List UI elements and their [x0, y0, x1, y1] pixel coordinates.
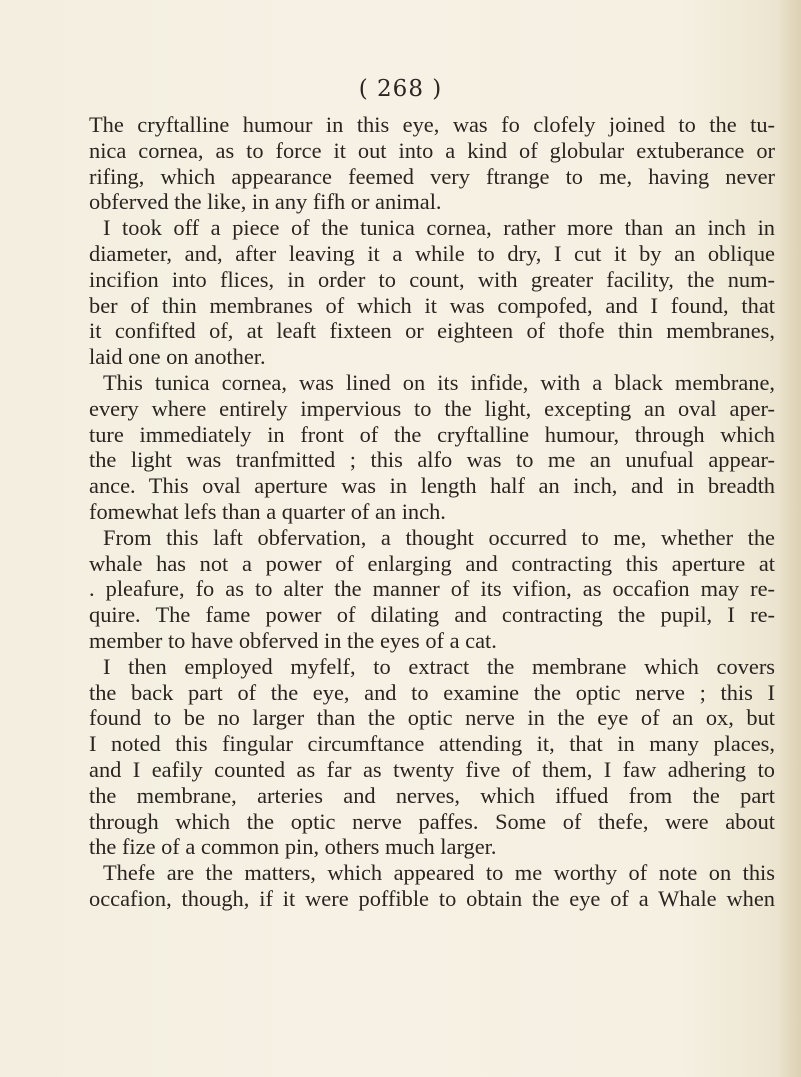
text-line: I noted this fingular circumftance attending it, that in many places, — [89, 731, 775, 757]
text-line: quire. The fame power of dilating and contracting the pupil, I re- — [89, 602, 775, 628]
text-line: the membrane, arteries and nerves, which iffued from the part — [89, 782, 775, 808]
text-line: This tunica cornea, was lined on its infide, with a black membrane, — [103, 369, 775, 395]
text-line: incifion into flices, in order to count, with greater facility, the num- — [89, 266, 775, 292]
text-line: the fize of a common pin, others much larger. — [89, 834, 497, 860]
text-line: nica cornea, as to force it out into a kind of globular extuberance or — [89, 137, 775, 163]
text-line: From this laft obfervation, a thought occurred to me, whether the — [103, 524, 775, 550]
text-line: ture immediately in front of the cryftalline humour, through which — [89, 421, 775, 447]
text-line: through which the optic nerve paffes. Some of thefe, were about — [89, 808, 775, 834]
text-line: it confifted of, at leaft fixteen or eighteen of thofe thin membranes, — [89, 318, 775, 344]
text-line: member to have obferved in the eyes of a cat. — [89, 627, 497, 653]
text-line: obferved the like, in any fifh or animal. — [89, 189, 442, 215]
text-line: found to be no larger than the optic nerve in the eye of an ox, but — [89, 705, 775, 731]
text-line: laid one on another. — [89, 344, 266, 370]
text-line: ance. This oval aperture was in length half an inch, and in breadth — [89, 473, 775, 499]
text-line: diameter, and, after leaving it a while to dry, I cut it by an oblique — [89, 240, 775, 266]
page-edge-shadow — [779, 0, 801, 1077]
text-line: I then employed myfelf, to extract the membrane which covers — [103, 653, 775, 679]
text-line: I took off a piece of the tunica cornea, rather more than an inch in — [103, 215, 775, 241]
text-line: the light was tranfmitted ; this alfo was to me an unufual appear- — [89, 447, 775, 473]
text-line: ber of thin membranes of which it was compofed, and I found, that — [89, 292, 775, 318]
text-line: and I eafily counted as far as twenty five of them, I faw adhering to — [89, 756, 775, 782]
text-line: occafion, though, if it were poffible to obtain the eye of a Whale when — [89, 885, 775, 911]
text-line: Thefe are the matters, which appeared to me worthy of note on this — [103, 860, 775, 886]
body-text — [89, 112, 775, 912]
text-line: whale has not a power of enlarging and contracting this aperture at — [89, 550, 775, 576]
text-line: . pleafure, fo as to alter the manner of its vifion, as occafion may re- — [89, 576, 775, 602]
text-line: fomewhat lefs than a quarter of an inch. — [89, 498, 446, 524]
text-line: every where entirely impervious to the light, excepting an oval aper- — [89, 395, 775, 421]
text-line: rifing, which appearance feemed very ftrange to me, having never — [89, 163, 775, 189]
page-number: ( 268 ) — [358, 76, 443, 102]
text-line: The cryftalline humour in this eye, was fo clofely joined to the tu- — [89, 112, 775, 137]
text-line: the back part of the eye, and to examine the optic nerve ; this I — [89, 679, 775, 705]
